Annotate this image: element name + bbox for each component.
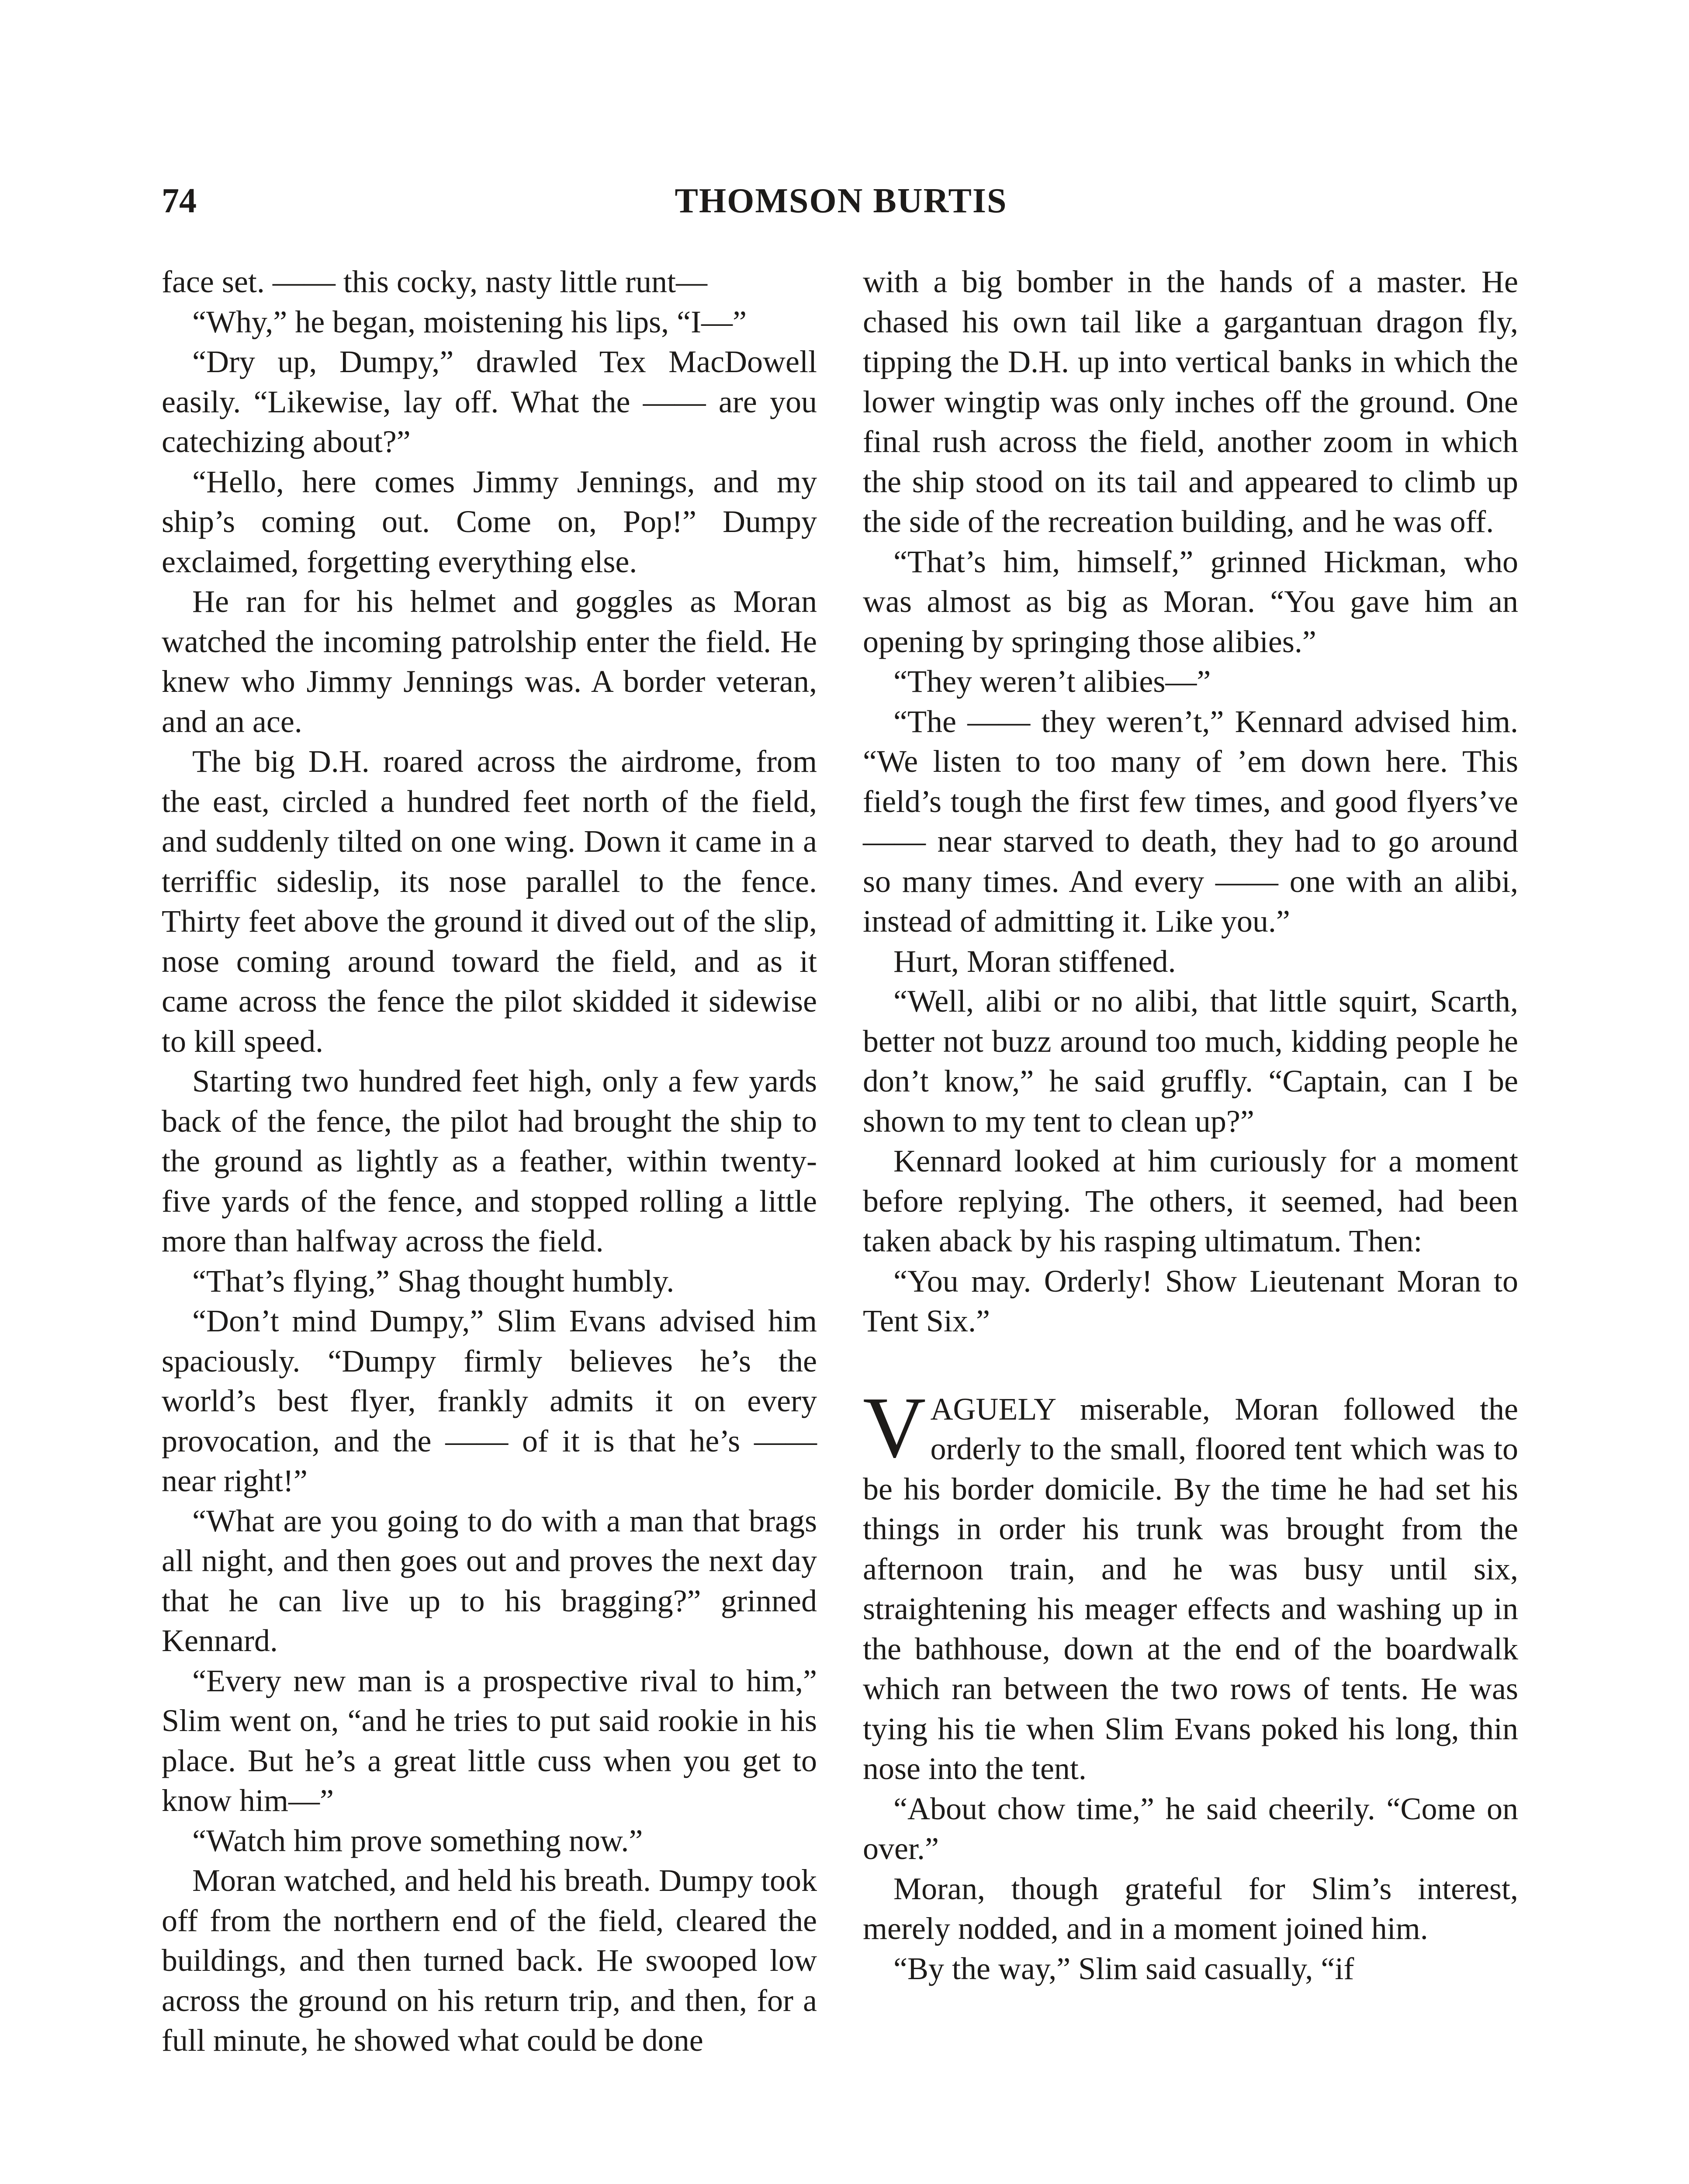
paragraph: The big D.H. roared across the airdrome, from the east, circled a hundred feet north of the field, and suddenly tilted on one wing. Down it came in a terriffic sideslip, its nose parallel to the fence. Thirty feet above the ground it dived out of the slip, nose coming around toward the field, and as it came across the fence the pilot skidded it sidewise to kill speed. xyxy=(162,744,817,1059)
paragraph: “Don’t mind Dumpy,” Slim Evans advised him spaciously. “Dumpy firmly believes he’s the world’s best flyer, frankly admits it on every provocation, and the —— of it is that he’s —— near right!” xyxy=(162,1303,817,1498)
paragraph: “They weren’t alibies—” xyxy=(893,664,1211,699)
section-opening-paragraph xyxy=(863,1379,1518,1789)
paragraph: “Dry up, Dumpy,” drawled Tex MacDowell easily. “Likewise, lay off. What the —— are you catechizing about?” xyxy=(162,344,817,459)
paragraph: “The —— they weren’t,” Kennard advised him. “We listen to too many of ’em down here. This field’s tough the first few times, and good flyers’ve —— near starved to death, they had to go around so many times. And every —— one with an alibi, instead of admitting it. Like you.” xyxy=(863,704,1518,939)
paragraph: face set. —— this cocky, nasty little runt— xyxy=(162,264,708,299)
right-column xyxy=(863,262,1518,1989)
paragraph: “By the way,” Slim said casually, “if xyxy=(893,1951,1354,1986)
paragraph: Moran watched, and held his breath. Dumpy took off from the northern end of the field, cleared the buildings, and then turned back. He swooped low across the ground on his return trip, and then, for a full minute, he showed what could be done xyxy=(162,1863,817,2058)
page-number: 74 xyxy=(162,182,197,220)
paragraph: “You may. Orderly! Show Lieutenant Moran to Tent Six.” xyxy=(863,1263,1518,1338)
paragraph: Moran, though grateful for Slim’s interest, merely nodded, and in a moment joined him. xyxy=(863,1871,1518,1946)
paragraph: “Hello, here comes Jimmy Jennings, and my ship’s coming out. Come on, Pop!” Dumpy exclaimed, forgetting everything else. xyxy=(162,464,817,579)
running-head: THOMSON BURTIS xyxy=(675,182,1007,220)
paragraph: Kennard looked at him curiously for a moment before replying. The others, it seemed, had been taken aback by his rasping ultimatum. Then: xyxy=(863,1144,1518,1258)
paragraph: “That’s flying,” Shag thought humbly. xyxy=(192,1263,675,1299)
drop-cap: V xyxy=(863,1379,926,1476)
page-header xyxy=(162,175,1520,227)
paragraph: “Well, alibi or no alibi, that little squirt, Scarth, better not buzz around too much, kidding people he don’t know,” he said gruffly. “Captain, can I be shown to my tent to clean up?” xyxy=(863,984,1518,1139)
paragraph: with a big bomber in the hands of a master. He chased his own tail like a gargantuan dragon fly, tipping the D.H. up into vertical banks in which the lower wingtip was only inches off the ground. One final rush across the field, another zoom in which the ship stood on its tail and appeared to climb up the side of the recreation building, and he was off. xyxy=(863,264,1518,539)
paragraph: Starting two hundred feet high, only a few yards back of the fence, the pilot had brought the ship to the ground as lightly as a feather, within twenty-five yards of the fence, and stopped rolling a little more than halfway across the field. xyxy=(162,1064,817,1258)
paragraph: He ran for his helmet and goggles as Moran watched the incoming patrolship enter the field. He knew who Jimmy Jennings was. A border veteran, and an ace. xyxy=(162,584,817,739)
paragraph: “About chow time,” he said cheerily. “Come on over.” xyxy=(863,1791,1518,1866)
paragraph: “Why,” he began, moistening his lips, “I—” xyxy=(192,304,747,339)
paragraph: Hurt, Moran stiffened. xyxy=(893,943,1176,979)
left-column xyxy=(162,262,817,2061)
paragraph: “That’s him, himself,” grinned Hickman, who was almost as big as Moran. “You gave him an opening by springing those alibies.” xyxy=(863,544,1518,659)
paragraph: “Watch him prove something now.” xyxy=(192,1823,643,1858)
section-opening-text: AGUELY miserable, Moran followed the orderly to the small, floored tent which was to be his border domicile. By the time he had set his things in order his trunk was brought from the afternoon train, and he was busy until six, straightening his meager effects and washing up in the bathhouse, down at the end of the boardwalk which ran between the two rows of tents. He was tying his tie when Slim Evans poked his long, thin nose into the tent. xyxy=(863,1391,1518,1786)
paragraph: “What are you going to do with a man that brags all night, and then goes out and proves the next day that he can live up to his bragging?” grinned Kennard. xyxy=(162,1503,817,1658)
paragraph: “Every new man is a prospective rival to him,” Slim went on, “and he tries to put said rookie in his place. But he’s a great little cuss when you get to know him—” xyxy=(162,1663,817,1818)
